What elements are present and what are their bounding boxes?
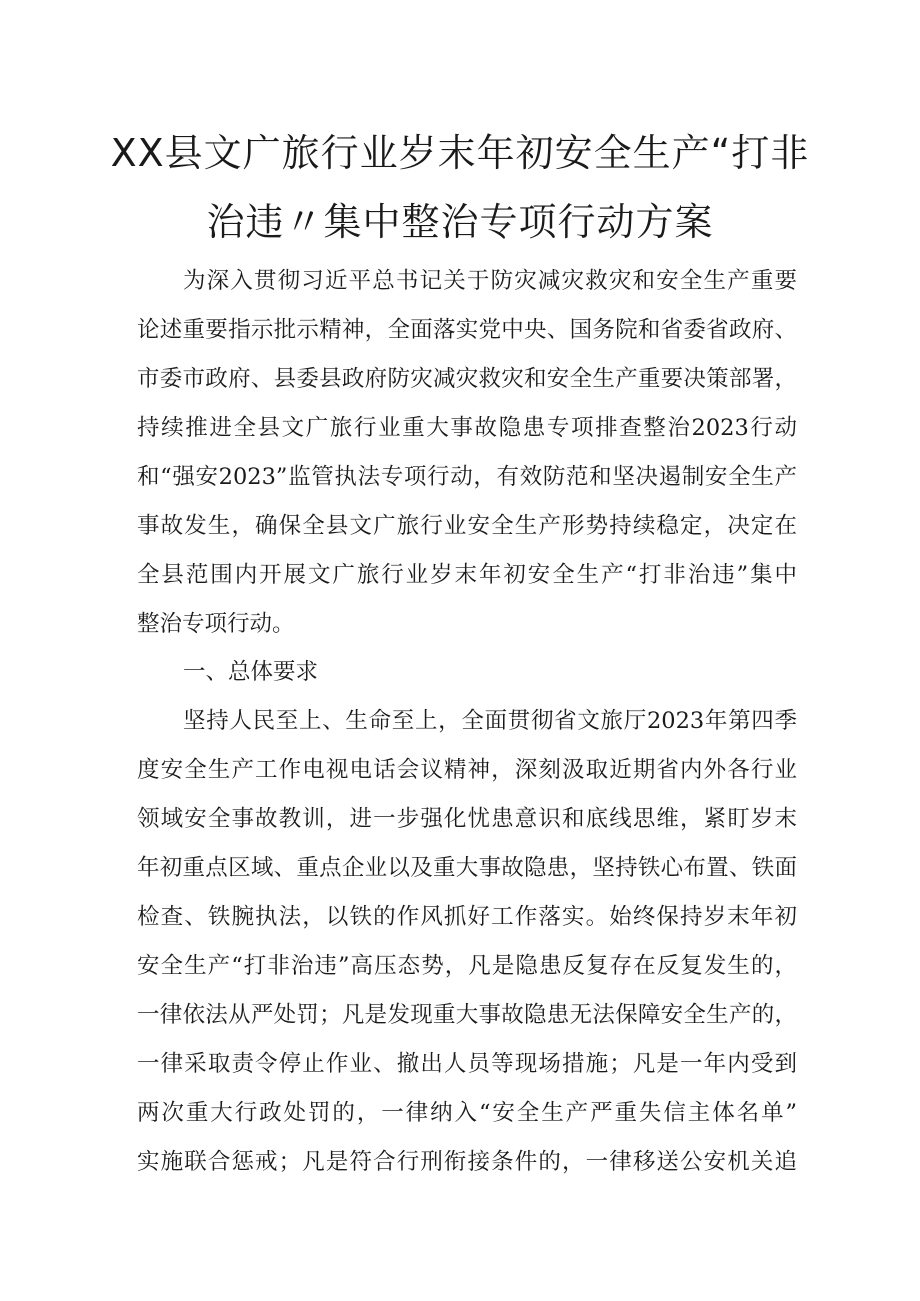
paragraph-1-line: 市委市政府、县委县政府防灾减灾救灾和安全生产重要决策部署， xyxy=(137,366,797,392)
paragraph-1-line: 持续推进全县文广旅行业重大事故隐患专项排查整治2023行动 xyxy=(137,415,797,441)
paragraph-2-line: 安全生产“打非治违”高压态势，凡是隐患反复存在反复发生的， xyxy=(137,953,797,979)
paragraph-1-line: 论述重要指示批示精神，全面落实党中央、国务院和省委省政府、 xyxy=(137,317,797,343)
paragraph-2-line: 两次重大行政处罚的，一律纳入“安全生产严重失信主体名单” xyxy=(137,1100,797,1126)
paragraph-1-line: 全县范围内开展文广旅行业岁末年初安全生产“打非治违”集中 xyxy=(137,562,797,588)
paragraph-2-line: 一律依法从严处罚；凡是发现重大事故隐患无法保障安全生产的， xyxy=(137,1002,797,1028)
document-title-line-2: 治违〃集中整治专项行动方案 xyxy=(206,200,714,244)
paragraph-2-line: 实施联合惩戒；凡是符合行刑衔接条件的，一律移送公安机关追 xyxy=(137,1149,797,1175)
paragraph-2-line: 一律采取责令停止作业、撤出人员等现场措施；凡是一年内受到 xyxy=(137,1051,797,1077)
paragraph-2-line: 坚持人民至上、生命至上，全面贯彻省文旅厅2023年第四季 xyxy=(183,708,797,734)
paragraph-2-line: 年初重点区域、重点企业以及重大事故隐患，坚持铁心布置、铁面 xyxy=(137,855,797,881)
paragraph-1-line: 事故发生，确保全县文广旅行业安全生产形势持续稳定，决定在 xyxy=(137,513,797,539)
section-heading: 一、总体要求 xyxy=(183,659,319,685)
paragraph-1-line: 为深入贯彻习近平总书记关于防灾减灾救灾和安全生产重要 xyxy=(183,268,797,294)
paragraph-1-line: 和“强安2023”监管执法专项行动，有效防范和坚决遏制安全生产 xyxy=(137,464,797,490)
document-title-line-1: XX县文广旅行业岁末年初安全生产“打非 xyxy=(110,131,810,175)
paragraph-1-line: 整治专项行动。 xyxy=(137,611,295,637)
paragraph-2-line: 领域安全事故教训，进一步强化忧患意识和底线思维，紧盯岁末 xyxy=(137,806,797,832)
paragraph-2-line: 检查、铁腕执法，以铁的作风抓好工作落实。始终保持岁末年初 xyxy=(137,904,797,930)
paragraph-2-line: 度安全生产工作电视电话会议精神，深刻汲取近期省内外各行业 xyxy=(137,757,797,783)
